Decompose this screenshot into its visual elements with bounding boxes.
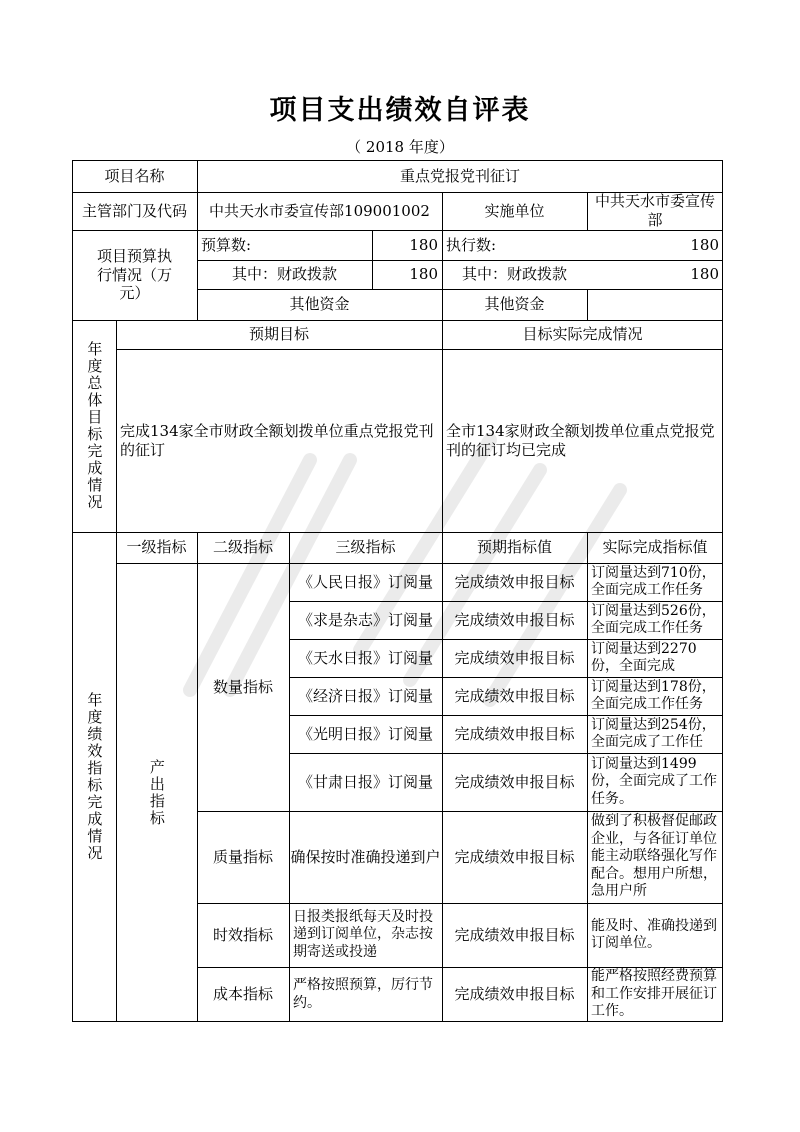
implementing-unit-value: 中共天水市委宣传部	[594, 192, 715, 229]
table-row-expected: 完成绩效申报目标	[454, 610, 575, 629]
cost-indicator-label: 成本指标	[212, 985, 273, 1004]
table-row-name: 《光明日报》订阅量	[297, 724, 433, 743]
execution-amount-label: 执行数:	[446, 235, 497, 254]
table-row-actual: 订阅量达到710份，全面完成工作任务	[591, 564, 716, 598]
table-row-expected: 完成绩效申报目标	[454, 572, 575, 591]
expected-goal-header: 预期目标	[248, 325, 309, 344]
watermark-stamp	[160, 420, 640, 720]
quality-indicator-name: 确保按时准确投递到户	[290, 847, 441, 866]
performance-indicators-label: 年度绩效指标完成情况	[85, 692, 104, 862]
timeliness-indicator-expected: 完成绩效申报目标	[454, 925, 575, 944]
quantity-indicator-label: 数量指标	[212, 677, 273, 696]
header-expected-value: 预期指标值	[476, 538, 552, 557]
budget-amount-value: 180	[409, 235, 438, 254]
annual-goal-label: 年度总体目标完成情况	[85, 341, 104, 511]
cost-indicator-expected: 完成绩效申报目标	[454, 985, 575, 1004]
table-row-expected: 完成绩效申报目标	[454, 686, 575, 705]
table-row-name: 《经济日报》订阅量	[297, 686, 433, 705]
actual-goal-text: 全市134家财政全额划拨单位重点党报党刊的征订均已完成	[446, 421, 715, 459]
header-actual-value: 实际完成指标值	[602, 538, 708, 557]
year-label: （ 2018 年度）	[346, 138, 454, 156]
fiscal-allocation-value: 180	[409, 265, 438, 284]
header-level3: 三级指标	[335, 538, 396, 557]
table-row-name: 《天水日报》订阅量	[297, 648, 433, 667]
timeliness-indicator-actual: 能及时、准确投递到订阅单位。	[591, 917, 717, 951]
table-row-actual: 订阅量达到178份，全面完成工作任务	[591, 678, 716, 712]
fiscal-allocation-label: 其中：财政拨款	[231, 265, 337, 284]
output-indicator-label: 产出指标	[147, 758, 166, 827]
quality-indicator-expected: 完成绩效申报目标	[454, 847, 575, 866]
table-row-actual: 订阅量达到526份，全面完成工作任务	[591, 602, 716, 636]
timeliness-indicator-name: 日报类报纸每天及时投递到订阅单位，杂志按期寄送或投递	[293, 908, 433, 960]
table-row-name: 《甘肃日报》订阅量	[297, 772, 433, 791]
expected-goal-text: 完成134家全市财政全额划拨单位重点党报党刊的征订	[120, 421, 434, 459]
fiscal-allocation-exec-label: 其中：财政拨款	[461, 265, 567, 284]
quality-indicator-label: 质量指标	[212, 847, 273, 866]
project-name-value: 重点党报党刊征订	[399, 166, 520, 185]
table-row-name: 《求是杂志》订阅量	[297, 610, 433, 629]
execution-amount-value: 180	[690, 235, 719, 254]
cost-indicator-actual: 能严格按照经费预算和工作安排开展征订工作。	[591, 968, 717, 1020]
table-row-actual: 订阅量达到2270份，全面完成	[591, 640, 697, 674]
cost-indicator-name: 严格按照预算，厉行节约。	[293, 977, 433, 1011]
department-label: 主管部门及代码	[81, 201, 187, 220]
page-title: 项目支出绩效自评表	[269, 95, 531, 126]
other-funds-label: 其他资金	[289, 295, 350, 314]
header-level1: 一级指标	[126, 538, 187, 557]
quality-indicator-actual: 做到了积极督促邮政企业，与各征订单位能主动联络强化写作配合。想用户所想，急用户所	[591, 813, 717, 900]
timeliness-indicator-label: 时效指标	[212, 925, 273, 944]
project-name-label: 项目名称	[104, 166, 165, 185]
other-funds-exec-label: 其他资金	[484, 295, 545, 314]
table-row-expected: 完成绩效申报目标	[454, 772, 575, 791]
fiscal-allocation-exec-value: 180	[690, 265, 719, 284]
table-row-name: 《人民日报》订阅量	[297, 572, 433, 591]
implementing-unit-label: 实施单位	[484, 201, 545, 220]
table-row-actual: 订阅量达到1499份，全面完成了工作任务。	[591, 755, 717, 807]
budget-amount-label: 预算数:	[201, 235, 252, 254]
table-row-expected: 完成绩效申报目标	[454, 648, 575, 667]
budget-section-label: 项目预算执行情况（万元）	[96, 246, 172, 303]
header-level2: 二级指标	[212, 538, 273, 557]
actual-goal-header: 目标实际完成情况	[522, 325, 643, 344]
table-row-actual: 订阅量达到254份，全面完成了工作任	[591, 716, 716, 750]
department-value: 中共天水市委宣传部109001002	[209, 201, 430, 220]
table-row-expected: 完成绩效申报目标	[454, 724, 575, 743]
